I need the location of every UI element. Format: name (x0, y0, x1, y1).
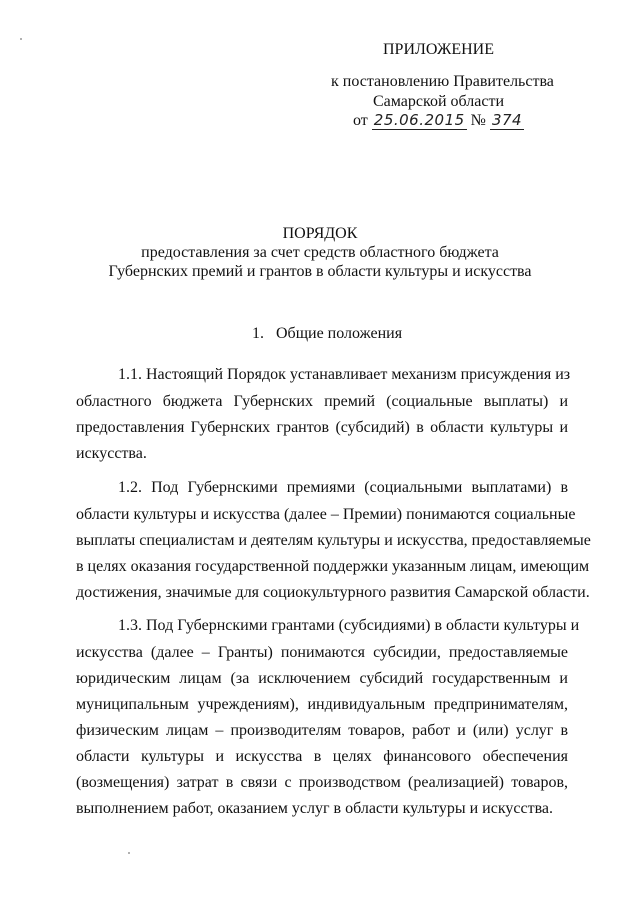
handwritten-number: 374 (491, 111, 523, 129)
paragraph-line: искусства (далее – Гранты) понимаются субсидии, предоставляемые (76, 644, 568, 661)
paragraph-line: 1.3. Под Губернскими грантами (субсидиями) в области культуры и (118, 617, 580, 634)
paragraph-line: 1.1. Настоящий Порядок устанавливает механизм присуждения из (118, 366, 571, 383)
document-heading: ПОРЯДОК (282, 225, 358, 242)
resolution-line: к постановлению Правительства (331, 73, 554, 90)
paragraph-line: выполнением работ, оказанием услуг в области культуры и искусства. (76, 800, 554, 817)
section-heading: 1. Общие положения (252, 325, 403, 342)
handwritten-date: 25.06.2015 (373, 111, 465, 129)
paragraph-line: выплаты специалистам и деятелям культуры и искусства, предоставляемые (76, 532, 591, 549)
paragraph-line: искусства. (76, 445, 147, 462)
paragraph-line: достижения, значимые для социокультурного развития Самарской области. (76, 584, 590, 601)
paragraph-line: области культуры и искусства в целях финансового обеспечения (76, 748, 568, 765)
document-subtitle-line-1: предоставления за счет средств областного бюджета (141, 244, 499, 261)
date-number-line (353, 110, 524, 131)
paragraph-line: физическим лицам – производителям товаров, работ и (или) услуг в (76, 722, 568, 739)
scan-speck (128, 852, 130, 854)
document-subtitle-line-2: Губернских премий и грантов в области культуры и искусства (108, 263, 532, 280)
paragraph-line: 1.2. Под Губернскими премиями (социальными выплатами) в (118, 479, 568, 496)
paragraph-line: (возмещения) затрат в связи с производством (реализацией) товаров, (76, 774, 568, 791)
paragraph-line: предоставления Губернских грантов (субсидий) в области культуры и (76, 419, 568, 436)
paragraph-line: муниципальным учреждениям), индивидуальным предпринимателям, (76, 696, 568, 713)
appendix-title: ПРИЛОЖЕНИЕ (383, 41, 495, 58)
scan-speck (20, 38, 22, 40)
number-label: № (470, 112, 486, 129)
from-label: от (353, 112, 368, 129)
paragraph-line: областного бюджета Губернских премий (социальные выплаты) и (76, 393, 568, 410)
paragraph-line: области культуры и искусства (далее – Премии) понимаются социальные (76, 506, 576, 523)
paragraph-line: в целях оказания государственной поддержки указанным лицам, имеющим (76, 558, 590, 575)
region-line: Самарской области (373, 93, 504, 110)
paragraph-line: юридическим лицам (за исключением субсидий государственным и (76, 670, 568, 687)
